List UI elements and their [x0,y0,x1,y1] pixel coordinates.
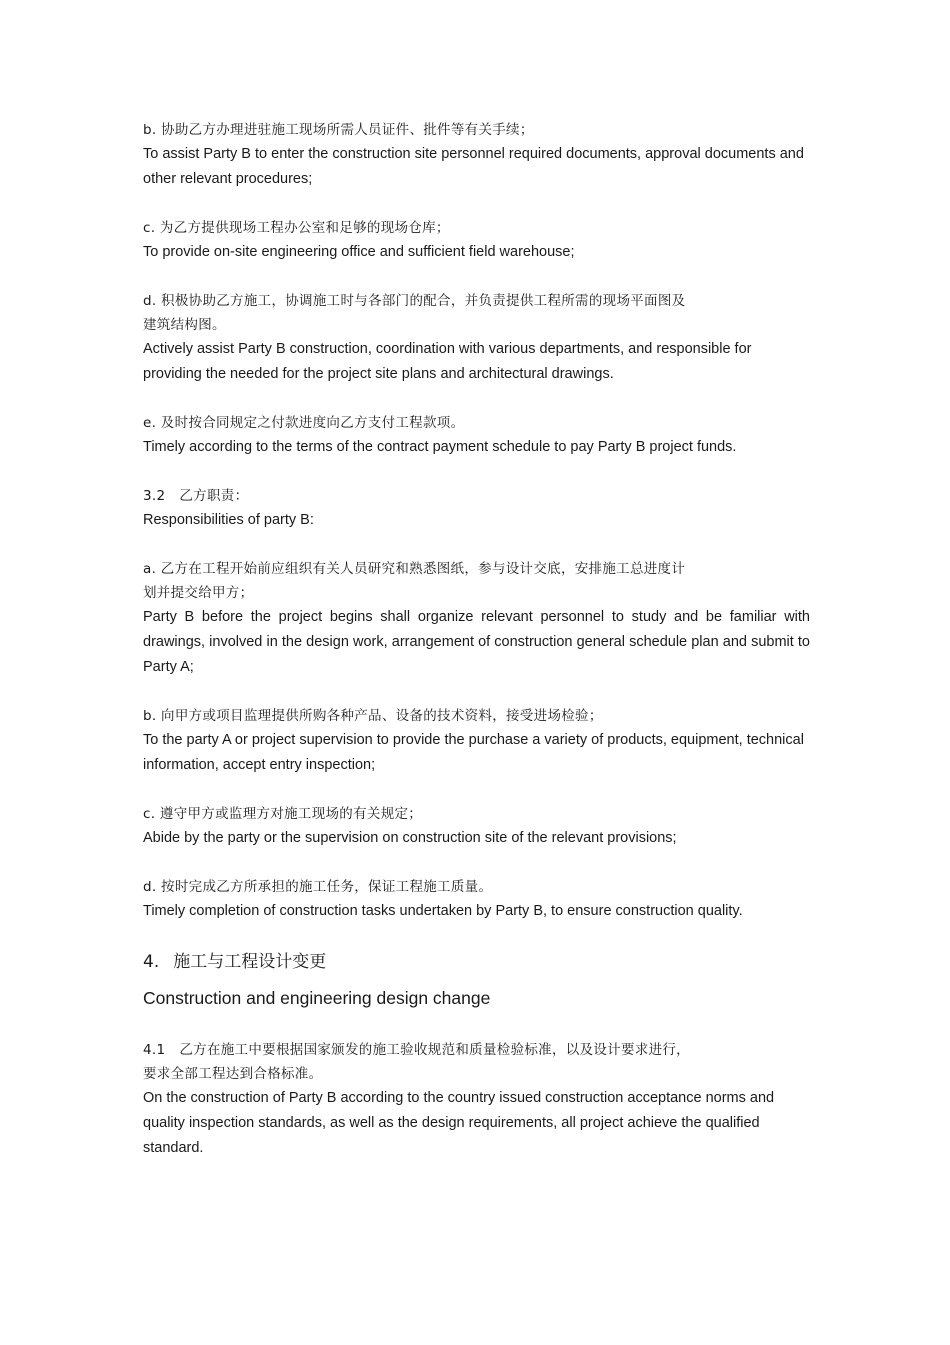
clause-e-zh: e. 及时按合同规定之付款进度向乙方支付工程款项。 [143,415,465,431]
section-4 [143,948,810,1012]
section-4-heading [143,948,810,976]
clause-b-zh: b. 协助乙方办理进驻施工现场所需人员证件、批件等有关手续； [143,122,534,138]
section-3-2-title-en: Responsibilities of party B: [143,512,314,528]
clause-b-en: To assist Party B to enter the construction site personnel required documents, approval documents and other relevant procedures; [143,146,804,187]
section-4-1-zh-line1 [143,1038,810,1062]
clause-d-party-a [143,289,810,387]
clause-b-party-a [143,118,810,192]
clause-a-en: Party B before the project begins shall organize relevant personnel to study and be familiar with drawings, involved in the design work, arrangement of construction general schedule plan and submit to Party A; [143,609,810,675]
clause-a-zh-line1: a. 乙方在工程开始前应组织有关人员研究和熟悉图纸，参与设计交底，安排施工总进度计 [143,561,686,577]
clause-a-zh-line2: 划并提交给甲方； [143,585,254,601]
section-4-title-en: Construction and engineering design change [143,988,491,1008]
clause-d-zh-line1: d. 积极协助乙方施工，协调施工时与各部门的配合，并负责提供工程所需的现场平面图及 [143,293,686,309]
clause-e-party-a [143,411,810,460]
document-page [143,118,810,1185]
clause-a-party-b [143,557,810,680]
clause-d2-en: Timely completion of construction tasks undertaken by Party B, to ensure construction quality. [143,903,743,919]
section-4-1-zh-text1: 乙方在施工中要根据国家颁发的施工验收规范和质量检验标准，以及设计要求进行， [179,1042,690,1058]
section-3-2-title-zh: 乙方职责： [179,488,249,504]
clause-c-zh: c. 为乙方提供现场工程办公室和足够的现场仓库； [143,220,450,236]
clause-c-en: To provide on-site engineering office and sufficient field warehouse; [143,244,575,260]
section-4-1 [143,1038,810,1161]
clause-d-zh-line2: 建筑结构图。 [143,317,226,333]
clause-c2-zh: c. 遵守甲方或监理方对施工现场的有关规定； [143,806,423,822]
clause-b-party-b [143,704,810,778]
clause-b2-en: To the party A or project supervision to provide the purchase a variety of products, equipment, technical information, accept entry inspection; [143,732,804,773]
clause-d2-zh: d. 按时完成乙方所承担的施工任务，保证工程施工质量。 [143,879,493,895]
section-4-number: 4. [143,952,160,972]
section-4-1-en: On the construction of Party B according to the country issued construction acceptance norms and quality inspection standards, as well as the design requirements, all project achieve the qualified standard. [143,1090,775,1156]
clause-d-en: Actively assist Party B construction, coordination with various departments, and responsible for providing the needed for the project site plans and architectural drawings. [143,341,752,382]
clause-e-en: Timely according to the terms of the contract payment schedule to pay Party B project funds. [143,439,737,455]
section-4-1-zh-line2: 要求全部工程达到合格标准。 [143,1066,323,1082]
clause-b2-zh: b. 向甲方或项目监理提供所购各种产品、设备的技术资料，接受进场检验； [143,708,603,724]
clause-c2-en: Abide by the party or the supervision on construction site of the relevant provisions; [143,830,677,846]
section-3-2-number: 3.2 [143,488,166,504]
clause-c-party-a [143,216,810,265]
clause-c-party-b [143,802,810,851]
section-3-2-heading [143,484,810,508]
clause-d-party-b [143,875,810,924]
section-3-2 [143,484,810,533]
section-4-1-number: 4.1 [143,1042,166,1058]
section-4-title-zh: 施工与工程设计变更 [173,952,327,972]
